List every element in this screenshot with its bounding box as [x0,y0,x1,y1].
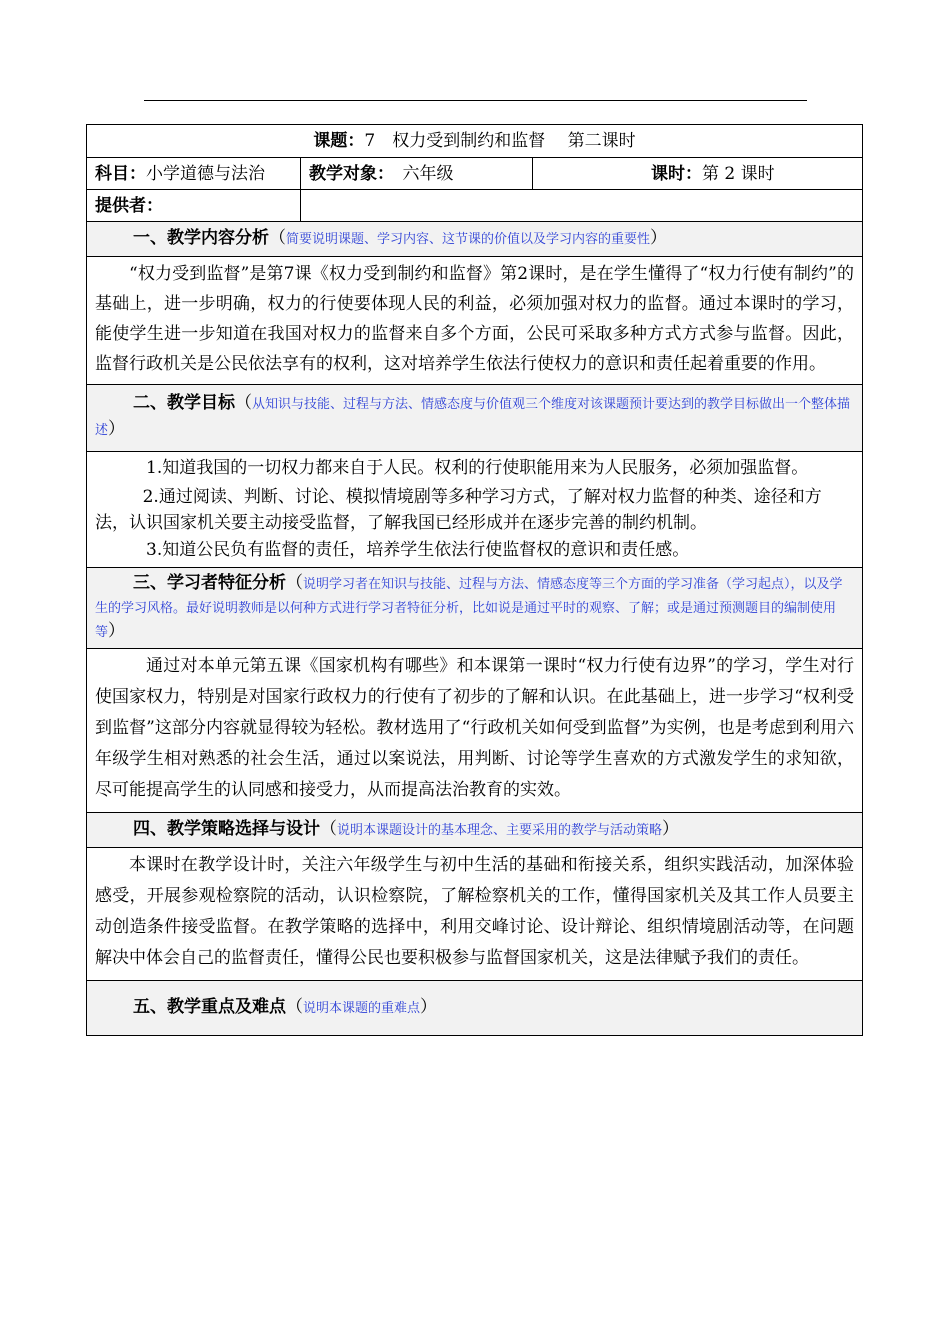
goal-item-1: 1.知道我国的一切权力都来自于人民。权利的行使职能用来为人民服务，必须加强监督。 [146,458,809,478]
subject-value: 小学道德与法治 [146,163,265,184]
provider-label-cell [87,190,301,222]
title-label: 课题： [313,131,365,151]
audience-value: 六年级 [385,163,454,184]
section-2-note: 从知识与技能、过程与方法、情感态度与价值观三个维度对该课题预计要达到的教学目标做出一个整体描述 [95,397,851,438]
section-4-title: 四、教学策略选择与设计 [133,819,320,839]
section-5-header [87,981,863,1036]
section-2-close-paren: ） [108,419,126,439]
section-4-content [87,848,863,981]
hours-value: 第 2 课时 [702,163,775,184]
title-value: 7 权力受到制约和监督 第二课时 [364,131,636,151]
header-rule [144,100,807,101]
provider-row [87,190,863,222]
section-3-close-paren: ） [108,621,126,641]
section-4-header [87,813,863,848]
section-1-content [87,257,863,385]
section-1-header [87,222,863,257]
section-2-title: 二、教学目标 [133,393,235,413]
lesson-plan-table [86,124,863,1036]
subject-cell [87,158,301,190]
section-3-title: 三、学习者特征分析 [133,573,286,593]
subject-label: 科目： [95,163,146,184]
provider-label: 提供者： [95,195,163,216]
goal-item-2: 2.通过阅读、判断、讨论、模拟情境剧等多种学习方式，了解对权力监督的种类、途径和方法，认识国家机关要主动接受监督，了解我国已经形成并在逐步完善的制约机制。 [95,487,822,533]
audience-cell [301,158,533,190]
section-5-title: 五、教学重点及难点 [133,997,286,1017]
section-3-open-paren: （ [286,573,303,593]
section-2-header [87,385,863,452]
section-5-note: 说明本课题的重难点 [303,1001,421,1016]
section-3-body: 通过对本单元第五课《国家机构有哪些》和本课第一课时“权力行使有边界”的学习，学生对行使国家权力，特别是对国家行政权力的行使有了初步的了解和认识。在此基础上，进一步学习“权利受到监督”这部分内容就显得较为轻松。教材选用了“行政机关如何受到监督”为实例，也是考虑到利用六年级学生相对熟悉的社会生活，通过以案说法，用判断、讨论等学生喜欢的方式激发学生的求知欲，尽可能提高学生的认同感和接受力，从而提高法治教育的实效。 [95,656,854,800]
section-1-note: 简要说明课题、学习内容、这节课的价值以及学习内容的重要性 [286,232,651,247]
section-4-close-paren: ） [662,819,680,839]
section-4-open-paren: （ [320,819,337,839]
section-2-content [87,452,863,568]
hours-label: 课时： [651,163,702,184]
section-3-header [87,568,863,649]
section-1-open-paren: （ [269,228,286,248]
title-row [87,125,863,158]
section-5-close-paren: ） [420,997,438,1017]
section-4-note: 说明本课题设计的基本理念、主要采用的教学与活动策略 [337,823,663,838]
section-5-open-paren: （ [286,997,303,1017]
section-1-title: 一、教学内容分析 [133,228,269,248]
lesson-title [87,125,863,158]
section-3-content [87,649,863,813]
audience-label: 教学对象： [309,163,386,184]
hours-cell [533,158,863,190]
goal-item-3: 3.知道公民负有监督的责任，培养学生依法行使监督权的意识和责任感。 [146,540,690,560]
provider-value-cell [301,190,863,222]
section-2-open-paren: （ [235,393,252,413]
info-row [87,158,863,190]
section-4-body: 本课时在教学设计时，关注六年级学生与初中生活的基础和衔接关系，组织实践活动，加深体验感受，开展参观检察院的活动，认识检察院，了解检察机关的工作，懂得国家机关及其工作人员要主动创造条件接受监督。在教学策略的选择中，利用交峰讨论、设计辩论、组织情境剧活动等，在问题解决中体会自己的监督责任，懂得公民也要积极参与监督国家机关，这是法律赋予我们的责任。 [95,855,854,968]
section-3-note: 说明学习者在知识与技能、过程与方法、情感态度等三个方面的学习准备（学习起点），以及学生的学习风格。最好说明教师是以何种方式进行学习者特征分析，比如说是通过平时的观察、了解；或是通过预测题目的编制使用等 [95,577,843,640]
section-1-close-paren: ） [650,228,668,248]
section-1-body: “权力受到监督”是第7课《权力受到制约和监督》第2课时，是在学生懂得了“权力行使有制约”的基础上，进一步明确，权力的行使要体现人民的利益，必须加强对权力的监督。通过本课时的学习，能使学生进一步知道在我国对权力的监督来自多个方面，公民可采取多种方式方式参与监督。因此，监督行政机关是公民依法享有的权利，这对培养学生依法行使权力的意识和责任起着重要的作用。 [95,264,854,374]
